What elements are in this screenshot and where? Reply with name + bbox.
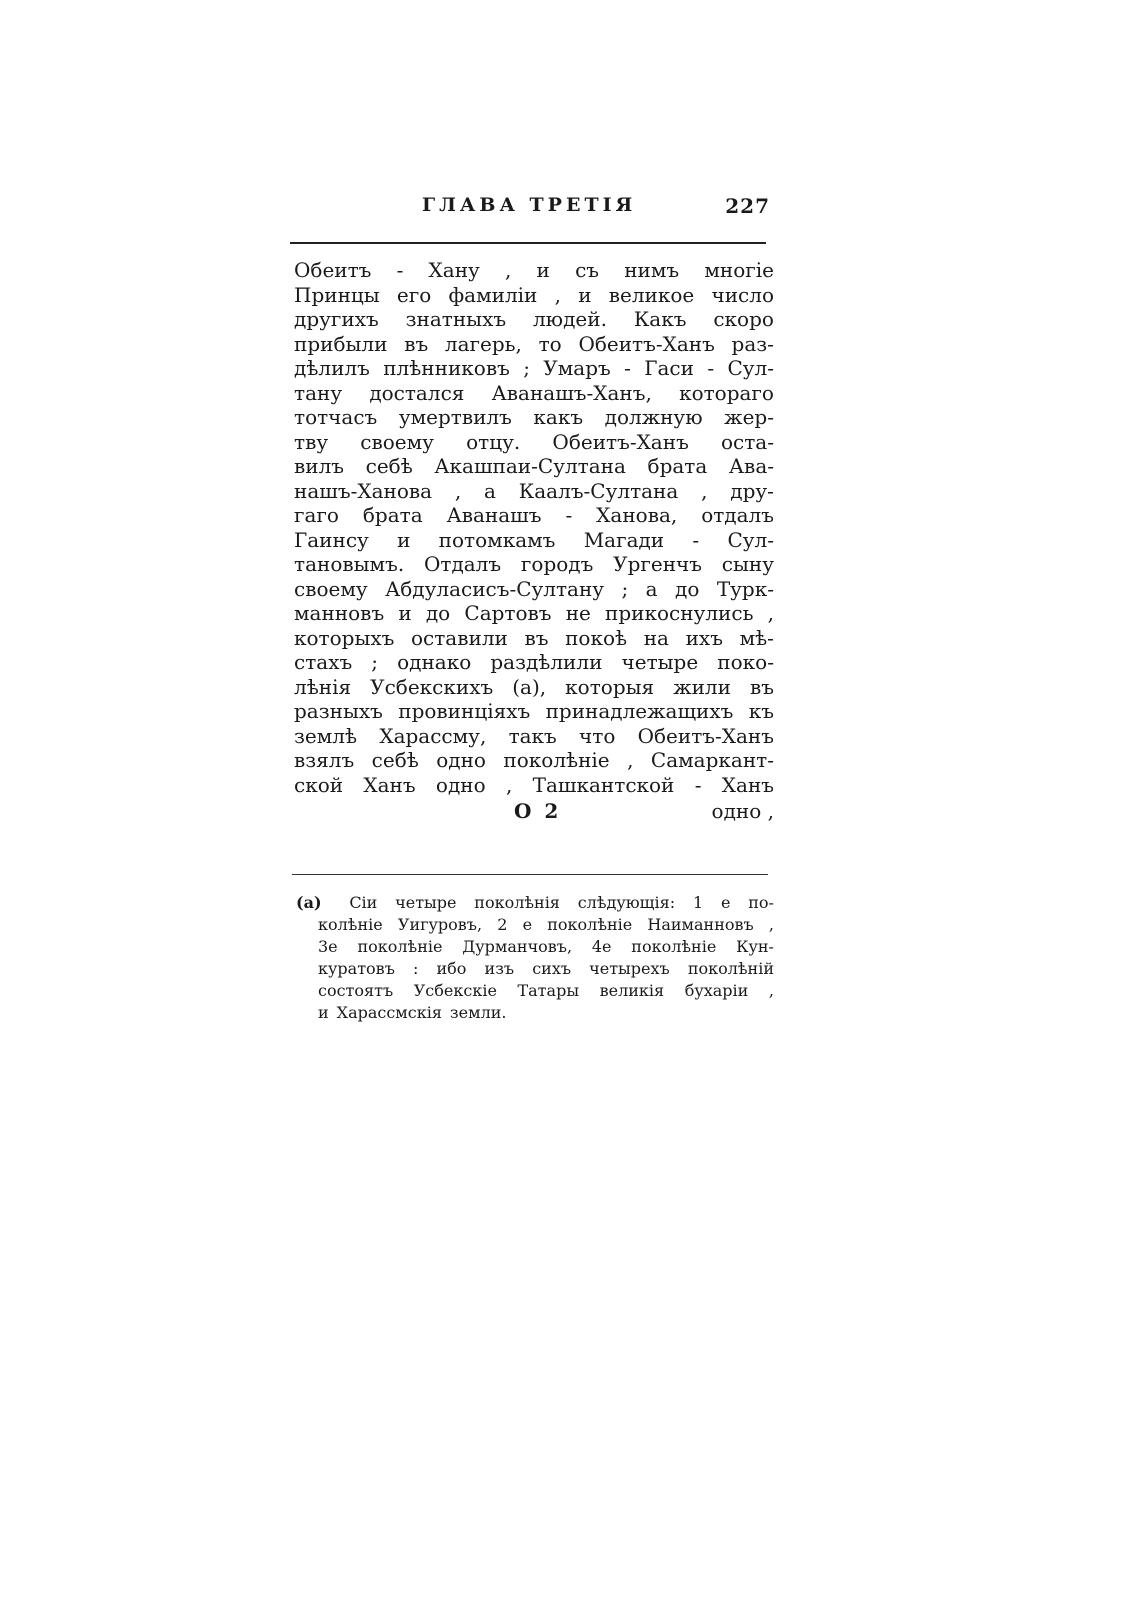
word: умертвилъ: [398, 405, 512, 429]
word: Акашпаи-Султана: [434, 454, 626, 478]
word: мѣ-: [739, 625, 774, 650]
footnote-line: [296, 936, 774, 958]
word: Аванашъ: [446, 503, 542, 527]
signature-mark: О 2: [514, 799, 562, 823]
word: съ: [575, 258, 600, 282]
word: Обеитъ-Ханъ: [578, 331, 715, 356]
word: и: [318, 1003, 329, 1022]
word: тановымъ.: [294, 552, 405, 576]
word: городъ: [520, 552, 594, 576]
word: Ханова,: [596, 503, 678, 527]
text-line: [294, 430, 774, 455]
text-line: [294, 332, 774, 357]
word: себѣ: [365, 454, 413, 478]
word: Самаркант-: [650, 748, 774, 772]
word: другихъ: [294, 307, 379, 331]
word: ихъ: [685, 625, 723, 650]
text-line: [294, 748, 774, 773]
word: Ава-: [728, 454, 774, 478]
word: Какъ: [633, 307, 687, 331]
text-line: [294, 503, 774, 528]
word: Ташкантской: [532, 772, 675, 797]
word: а: [484, 478, 496, 503]
word: Гаси: [644, 356, 694, 380]
word: -: [694, 772, 702, 797]
word: ;: [621, 576, 629, 601]
word: фамиліи: [448, 282, 538, 307]
word: тану: [294, 380, 343, 405]
word: поколѣніе: [547, 915, 633, 934]
word: Аванашъ-Ханъ,: [491, 380, 652, 405]
word: своему: [294, 576, 368, 601]
running-head: ГЛАВА ТРЕТІЯ: [422, 194, 637, 216]
text-line: [294, 577, 774, 602]
word: по-: [748, 893, 774, 912]
word: Обеитъ-Ханъ: [552, 429, 689, 454]
word: провинціяхъ: [398, 699, 531, 723]
word: и: [536, 258, 550, 282]
word: Кун-: [736, 937, 774, 956]
word: къ: [748, 699, 774, 723]
text-line: [294, 307, 774, 332]
text-line: [294, 626, 774, 651]
word: тву: [294, 429, 329, 454]
word: прибыли: [294, 331, 388, 356]
word: ,: [701, 478, 708, 503]
word: 2: [497, 915, 508, 934]
word: Обеитъ: [294, 258, 372, 282]
word: 4е: [591, 937, 612, 956]
word: стахъ: [294, 650, 353, 674]
word: Ханъ: [363, 772, 416, 797]
word: ;: [523, 356, 530, 380]
word: оставили: [411, 625, 508, 650]
word: четыре: [395, 893, 457, 912]
word: гаго: [294, 503, 339, 527]
text-line: [294, 650, 774, 675]
word: а: [645, 576, 658, 601]
word: бухаріи: [684, 981, 749, 1000]
word: людей.: [532, 307, 607, 331]
word: Ханъ: [721, 772, 774, 797]
word: -: [396, 258, 404, 282]
word: своему: [360, 429, 434, 454]
text-line: [294, 601, 774, 626]
word: Ургенчъ: [613, 552, 702, 576]
footnote-line: [296, 958, 774, 980]
word: вилъ: [294, 454, 345, 478]
word: ской: [294, 772, 344, 797]
text-line: [294, 258, 774, 283]
word: поколѣній: [687, 959, 774, 978]
page-header: [292, 190, 770, 226]
word: взялъ: [294, 748, 355, 772]
word: -: [707, 356, 715, 380]
word: брата: [647, 454, 708, 478]
word: такъ: [508, 723, 557, 748]
word: Сартовъ: [464, 601, 552, 625]
word: которыхъ: [294, 625, 395, 650]
word: поколѣніе: [631, 937, 717, 956]
word: куратовъ: [318, 959, 395, 978]
text-line: [294, 773, 774, 798]
word: себѣ: [371, 748, 419, 772]
text-line: [294, 552, 774, 577]
word: то: [538, 331, 562, 356]
word: въ: [749, 674, 774, 699]
word: его: [396, 282, 432, 307]
word: Сул-: [727, 527, 774, 552]
word: великія: [599, 981, 665, 1000]
word: и: [397, 527, 411, 552]
page-number: 227: [725, 194, 770, 218]
word: въ: [524, 625, 549, 650]
word: колѣніе: [318, 915, 383, 934]
word: Наиманновъ: [647, 915, 754, 934]
word: е: [522, 915, 533, 934]
catch-row: [294, 797, 774, 825]
word: до: [675, 576, 700, 601]
footnote-line: [296, 914, 774, 936]
word: состоятъ: [318, 981, 394, 1000]
word: Усбекскихъ: [370, 674, 494, 699]
word: -: [624, 356, 631, 380]
text-line: [294, 699, 774, 724]
word: и: [578, 282, 592, 307]
word: до: [425, 601, 451, 625]
word: раз-: [731, 331, 774, 356]
header-rule: [290, 242, 766, 244]
word: какъ: [533, 405, 584, 429]
word: не: [565, 601, 591, 625]
footnote-line: [296, 980, 774, 1002]
word: на: [643, 625, 669, 650]
word: принадлежащихъ: [545, 699, 734, 723]
word: одно: [435, 772, 486, 797]
word: отдалъ: [701, 503, 774, 527]
word: земли.: [449, 1003, 507, 1022]
word: манновъ: [294, 601, 385, 625]
word: четырехъ: [589, 959, 670, 978]
footnote-mark: (a): [296, 893, 322, 912]
word: что: [579, 723, 616, 748]
word: прикоснулись: [605, 601, 754, 625]
word: 3е: [318, 937, 338, 956]
word: въ: [404, 331, 429, 356]
word: -: [565, 503, 573, 527]
word: сихъ: [532, 959, 572, 978]
footnote-line: [296, 892, 774, 914]
word: Обеитъ-Ханъ: [637, 723, 774, 748]
word: ,: [768, 915, 774, 934]
word: нашъ-Ханова: [294, 478, 433, 503]
word: многіе: [704, 258, 774, 282]
footnote-line: [296, 1002, 774, 1024]
word: Гаинсу: [294, 527, 369, 552]
word: раздѣлили: [490, 650, 603, 674]
word: скоро: [713, 307, 774, 331]
word: жили: [673, 674, 731, 699]
word: и: [398, 601, 412, 625]
word: Магади: [583, 527, 665, 552]
word: Хану: [428, 258, 480, 282]
word: поколѣніе: [503, 748, 610, 772]
word: нимъ: [624, 258, 680, 282]
catchword: одно ,: [711, 799, 774, 823]
word: Турк-: [716, 576, 774, 601]
word: Отдалъ: [423, 552, 502, 576]
word: дѣлилъ: [294, 356, 370, 380]
word: потомкамъ: [438, 527, 556, 552]
word: лѣнія: [294, 674, 352, 699]
word: котораго: [679, 380, 774, 405]
word: достался: [369, 380, 465, 405]
word: Харассмскія: [336, 1003, 442, 1022]
word: великое: [608, 282, 695, 307]
word: четыре: [621, 650, 699, 674]
word: ,: [454, 478, 462, 503]
word: -: [692, 527, 700, 552]
word: жер-: [724, 405, 774, 429]
word: поко-: [717, 650, 774, 674]
word: Умаръ: [543, 356, 611, 380]
word: ;: [371, 650, 379, 674]
word: однако: [397, 650, 472, 674]
word: ,: [768, 981, 774, 1000]
word: 1: [692, 893, 704, 912]
word: одно: [436, 748, 486, 772]
word: е: [720, 893, 731, 912]
word: слѣдующія:: [577, 893, 676, 912]
word: Дурманчовъ,: [462, 937, 573, 956]
footnote-rule: [292, 874, 768, 875]
text-line: [294, 724, 774, 749]
word: должную: [604, 405, 703, 429]
word: :: [412, 959, 419, 978]
word: сыну: [721, 552, 774, 576]
text-line: [294, 675, 774, 700]
word: Харассму,: [379, 723, 487, 748]
word: знатныхъ: [405, 307, 507, 331]
text-line: [294, 283, 774, 308]
word: изъ: [484, 959, 515, 978]
word: разныхъ: [294, 699, 383, 723]
word: Сул-: [727, 356, 774, 380]
text-line: [294, 454, 774, 479]
word: землѣ: [294, 723, 358, 748]
text-line: [294, 479, 774, 504]
word: тотчасъ: [294, 405, 378, 429]
word: Каалъ-Султана: [518, 478, 679, 503]
word: ,: [505, 258, 512, 282]
word: Сіи: [349, 893, 378, 912]
text-line: [294, 528, 774, 553]
text-line: [294, 405, 774, 430]
word: отцу.: [466, 429, 521, 454]
word: Татары: [517, 981, 580, 1000]
body-text: [294, 258, 774, 825]
footnote: [296, 892, 774, 1024]
word: поколѣнія: [474, 893, 560, 912]
word: Абдуласисъ-Султану: [385, 576, 605, 601]
word: Принцы: [294, 282, 380, 307]
word: дру-: [730, 478, 774, 503]
word: которыя: [565, 674, 655, 699]
word: плѣнниковъ: [383, 356, 510, 380]
word: Усбекскіе: [413, 981, 497, 1000]
word: покоѣ: [565, 625, 628, 650]
word: ,: [767, 601, 774, 625]
word: оста-: [720, 429, 774, 454]
word: ибо: [436, 959, 467, 978]
word: ,: [627, 748, 634, 772]
word: поколѣніе: [357, 937, 443, 956]
word: ,: [505, 772, 513, 797]
word: брата: [362, 503, 423, 527]
word: Уигуровъ,: [397, 915, 483, 934]
word: число: [711, 282, 774, 307]
word: (a),: [512, 674, 547, 699]
word: лагерь,: [444, 331, 522, 356]
text-line: [294, 356, 774, 381]
text-line: [294, 381, 774, 406]
word: ,: [554, 282, 561, 307]
